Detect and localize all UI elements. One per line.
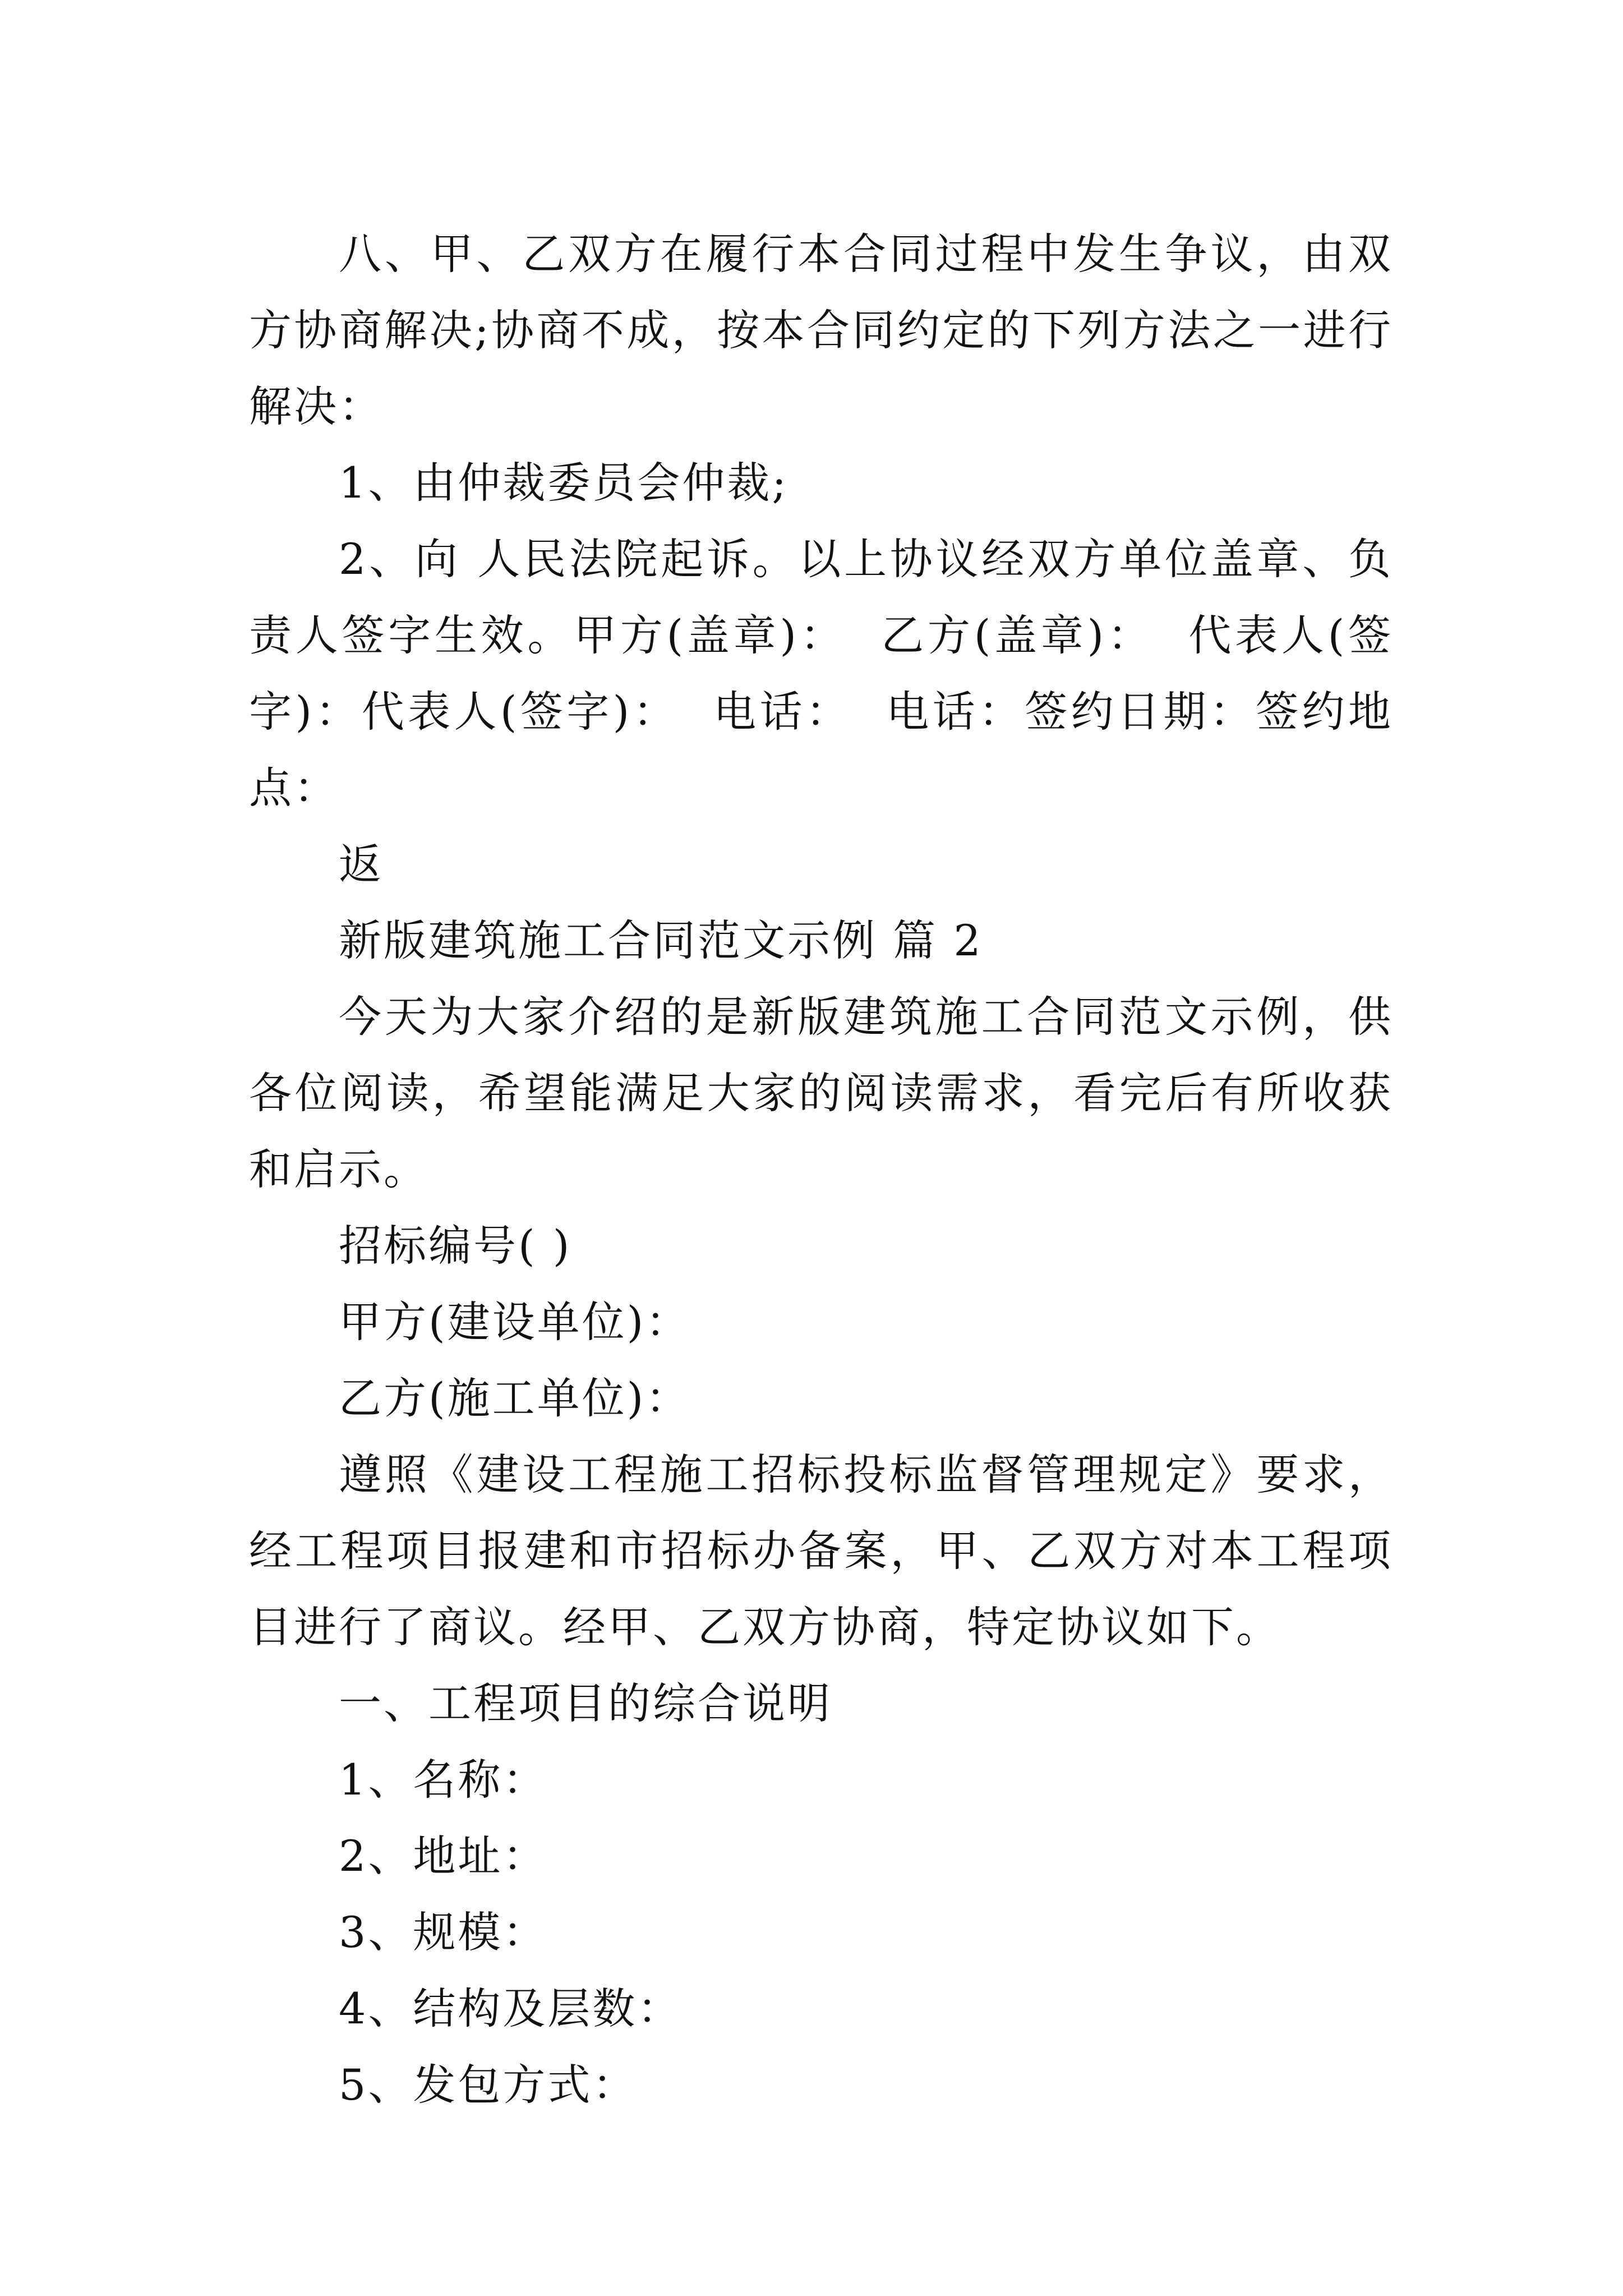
document-body (249, 216, 1393, 2123)
list-item-scale: 3、规模： (339, 1907, 548, 1957)
paragraph-intro: 今天为大家介绍的是新版建筑施工合同范文示例，供各位阅读，希望能满足大家的阅读需求，看完后有所收获和启示。 (249, 992, 1393, 1194)
paragraph-regulation: 遵照《建设工程施工招标投标监督管理规定》要求，经工程项目报建和市招标办备案，甲、乙双方对本工程项目进行了商议。经甲、乙双方协商，特定协议如下。 (249, 1450, 1393, 1652)
section-heading: 新版建筑施工合同范文示例 篇 2 (339, 915, 983, 965)
paragraph-court-and-signatures: 2、向 人民法院起诉。以上协议经双方单位盖章、负责人签字生效。甲方(盖章)： 乙方(盖章)： 代表人(签字)：代表人(签字)： 电话： 电话：签约日期：签约地点： (249, 534, 1393, 813)
list-item-address: 2、地址： (339, 1831, 548, 1881)
paragraph-return: 返 (339, 839, 384, 889)
paragraph-dispute-resolution: 八、甲、乙双方在履行本合同过程中发生争议，由双方协商解决;协商不成，按本合同约定的下列方法之一进行解决： (249, 229, 1393, 431)
paragraph-party-a: 甲方(建设单位)： (339, 1297, 691, 1347)
paragraph-bid-number: 招标编号( ) (339, 1221, 572, 1271)
list-item-name: 1、名称： (339, 1755, 548, 1805)
paragraph-project-description: 一、工程项目的综合说明 (339, 1678, 832, 1728)
list-item-contract-method: 5、发包方式： (339, 2060, 638, 2110)
paragraph-arbitration: 1、由仲裁委员会仲裁; (339, 458, 789, 508)
list-item-structure: 4、结构及层数： (339, 1984, 683, 2033)
paragraph-party-b: 乙方(施工单位)： (339, 1373, 691, 1423)
